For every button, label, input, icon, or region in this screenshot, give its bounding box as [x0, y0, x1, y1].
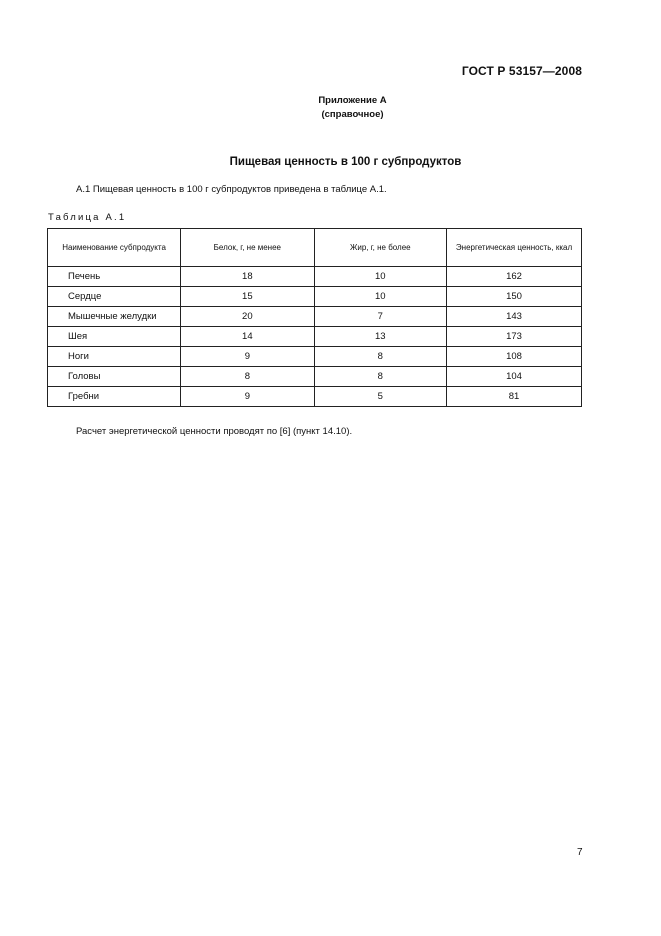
cell-energy: 104 — [447, 367, 582, 387]
cell-energy: 81 — [447, 387, 582, 407]
cell-name: Шея — [48, 327, 181, 347]
table-row — [48, 327, 582, 347]
table-row — [48, 287, 582, 307]
cell-name: Печень — [48, 267, 181, 287]
cell-energy: 108 — [447, 347, 582, 367]
footnote: Расчет энергетической ценности проводят по [6] (пункт 14.10). — [76, 426, 353, 437]
cell-protein: 14 — [181, 327, 314, 347]
table-row — [48, 347, 582, 367]
cell-protein: 8 — [181, 367, 314, 387]
appendix-heading — [0, 94, 661, 122]
column-header-energy: Энергетическая ценность, ккал — [447, 229, 582, 267]
intro-paragraph: А.1 Пищевая ценность в 100 г субпродуктов приведена в таблице А.1. — [76, 184, 387, 195]
cell-fat: 8 — [314, 367, 446, 387]
cell-fat: 10 — [314, 267, 446, 287]
cell-protein: 15 — [181, 287, 314, 307]
cell-fat: 8 — [314, 347, 446, 367]
table-header-row — [48, 229, 582, 267]
cell-name: Ноги — [48, 347, 181, 367]
cell-fat: 7 — [314, 307, 446, 327]
table-row — [48, 387, 582, 407]
cell-protein: 18 — [181, 267, 314, 287]
cell-name: Гребни — [48, 387, 181, 407]
cell-fat: 5 — [314, 387, 446, 407]
cell-energy: 150 — [447, 287, 582, 307]
table-row — [48, 367, 582, 387]
document-code: ГОСТ Р 53157—2008 — [461, 64, 582, 78]
cell-fat: 13 — [314, 327, 446, 347]
column-header-name: Наименование субпродукта — [48, 229, 181, 267]
column-header-protein: Белок, г, не менее — [181, 229, 314, 267]
cell-energy: 162 — [447, 267, 582, 287]
page-number: 7 — [577, 847, 583, 858]
appendix-subtitle: (справочное) — [321, 109, 384, 120]
table-row — [48, 307, 582, 327]
cell-name: Сердце — [48, 287, 181, 307]
cell-energy: 143 — [447, 307, 582, 327]
table-row — [48, 267, 582, 287]
cell-fat: 10 — [314, 287, 446, 307]
cell-protein: 9 — [181, 347, 314, 367]
table-label: Таблица А.1 — [48, 212, 127, 223]
cell-name: Мышечные желудки — [48, 307, 181, 327]
section-title: Пищевая ценность в 100 г субпродуктов — [229, 156, 462, 168]
column-header-fat: Жир, г, не более — [314, 229, 446, 267]
appendix-title: Приложение А — [318, 95, 387, 106]
cell-energy: 173 — [447, 327, 582, 347]
nutrition-table — [47, 228, 582, 407]
cell-protein: 20 — [181, 307, 314, 327]
cell-protein: 9 — [181, 387, 314, 407]
cell-name: Головы — [48, 367, 181, 387]
